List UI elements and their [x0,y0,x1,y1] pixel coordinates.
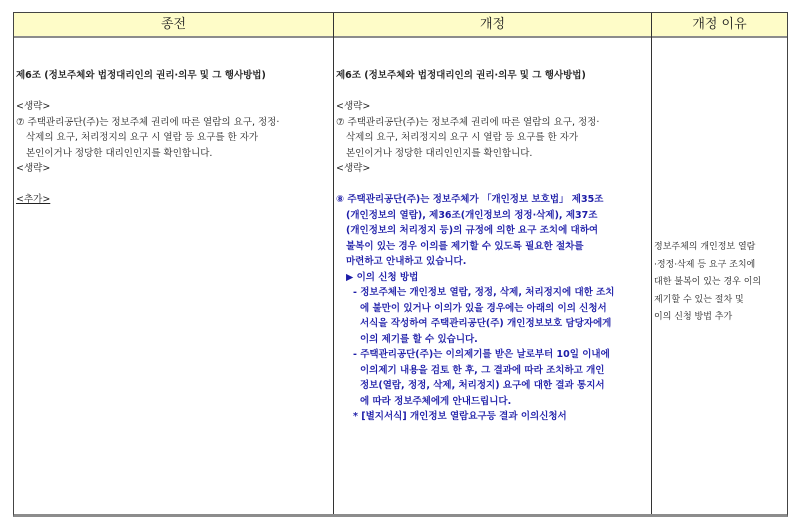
method-heading: ▶ 이의 신청 방법 [346,271,419,283]
item-8-line: 마련하고 안내하고 있습니다. [346,256,467,267]
reason-line: 정보주체의 개인정보 열람 [654,242,756,252]
item-7-line: ⑦ 주택관리공단(주)는 정보주체 권리에 따른 열람의 요구, 정정· [336,116,600,128]
item-8-line: (개인정보의 처리정지 등)의 규정에 의한 요구 조치에 대하여 [346,225,599,236]
added-marker: <추가> [16,194,51,205]
column-divider [651,13,652,514]
article-title: 제6조 (정보주체와 법정대리인의 권리·의무 및 그 행사방법) [336,70,586,81]
dash-item-2: 이의제기 내용을 검토 한 후, 그 결과에 따라 조치하고 개인 [360,364,605,376]
item-8-line: ⑧ 주택관리공단(주)는 정보주체가 「개인정보 보호법」 제35조 [336,194,604,205]
dash-item-2: 정보(열람, 정정, 삭제, 처리정지) 요구에 대한 결과 통지서 [360,380,605,391]
header-reason: 개정 이유 [692,17,747,32]
item-7-line: 본인이거나 정당한 대리인인지를 확인합니다. [346,147,533,159]
dash-item-1: 서식을 작성하여 주택관리공단(주) 개인정보보호 담당자에게 [360,318,612,329]
header-after: 개정 [479,17,506,32]
omitted-marker: <생략> [16,163,51,174]
reason-line: 제기할 수 있는 절차 및 [654,294,744,305]
table-header [14,13,787,38]
item-7-line: 삭제의 요구, 처리정지의 요구 시 열람 등 요구를 한 자가 [346,132,579,143]
reason-line: 이의 신청 방법 추가 [654,312,733,322]
dash-item-2: - 주택관리공단(주)는 이의제기를 받은 날로부터 10일 이내에 [353,349,610,360]
omitted-marker: <생략> [16,101,51,112]
dash-item-1: 이의 제기를 할 수 있습니다. [360,333,478,345]
reason-column [654,38,787,514]
item-8-line: 불복이 있는 경우 이의를 제기할 수 있도록 필요한 절차를 [346,240,584,252]
item-7-line: ⑦ 주택관리공단(주)는 정보주체 권리에 따른 열람의 요구, 정정· [16,116,280,128]
header-before: 종전 [160,17,187,32]
item-7-line: 본인이거나 정당한 대리인인지를 확인합니다. [26,147,213,159]
item-8-line: (개인정보의 열람), 제36조(개인정보의 정정·삭제), 제37조 [346,209,598,221]
dash-item-2: 에 따라 정보주체에게 안내드립니다. [360,395,512,407]
revision-comparison-table [13,12,788,517]
omitted-marker: <생략> [336,101,371,112]
dash-item-1: - 정보주체는 개인정보 열람, 정정, 삭제, 처리정지에 대한 조치 [353,287,615,298]
omitted-marker: <생략> [336,163,371,174]
reason-line: ·정정·삭제 등 요구 조치에 [654,259,756,270]
dash-item-1: 에 불만이 있거나 이의가 있을 경우에는 아래의 이의 신청서 [360,302,607,314]
item-7-line: 삭제의 요구, 처리정지의 요구 시 열람 등 요구를 한 자가 [26,132,259,143]
article-title: 제6조 (정보주체와 법정대리인의 권리·의무 및 그 행사방법) [16,70,266,81]
column-divider [333,13,334,514]
reason-line: 대한 불복이 있는 경우 이의 [654,277,762,287]
after-column [336,38,650,514]
before-column [16,38,332,514]
attachment-note: * [별지서식] 개인정보 열람요구등 결과 이의신청서 [353,411,567,422]
